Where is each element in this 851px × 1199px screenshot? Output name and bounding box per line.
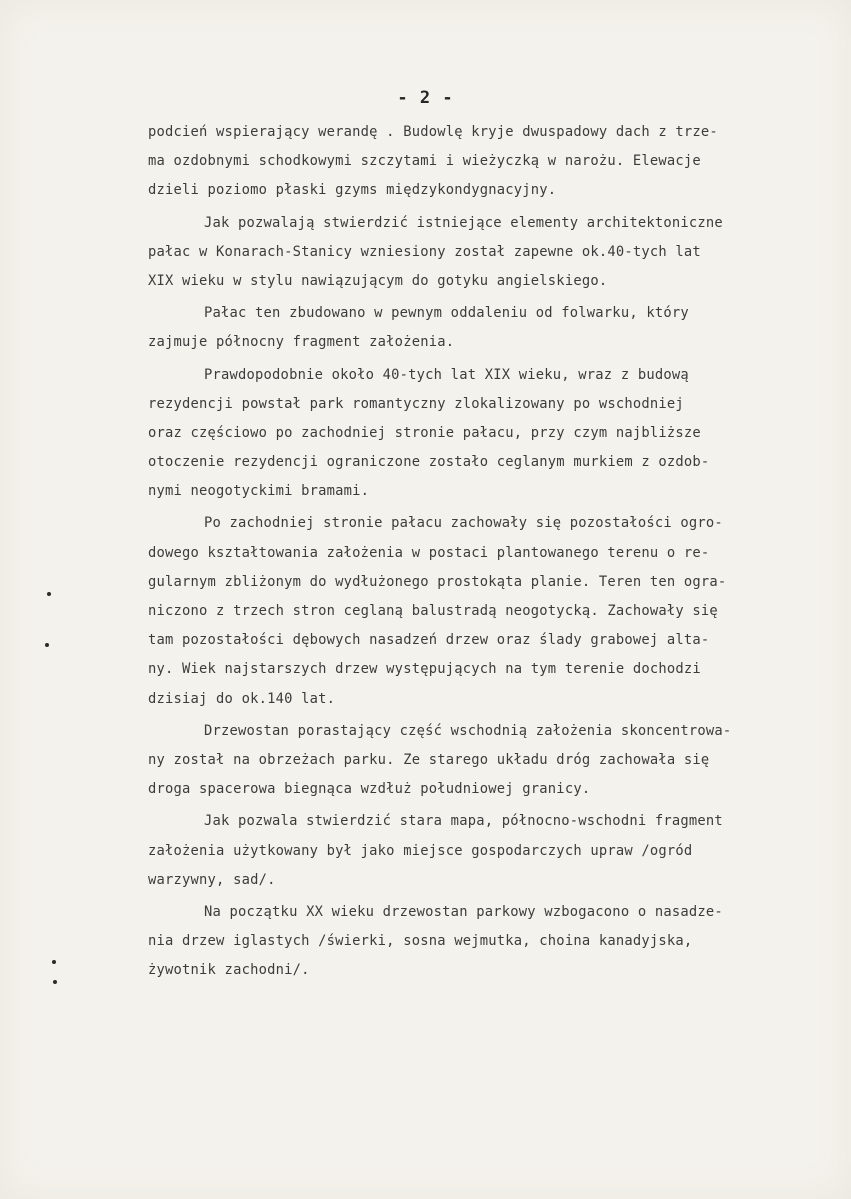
text-line: tam pozostałości dębowych nasadzeń drzew oraz ślady grabowej alta- [148,632,710,649]
text-line: ny został na obrzeżach parku. Ze starego układu dróg zachowała się [148,751,710,768]
text-line: ny. Wiek najstarszych drzew występujących na tym terenie dochodzi [148,661,701,678]
text-line: ma ozdobnymi schodkowymi szczytami i wieżyczką w narożu. Elewacje [148,153,701,170]
paragraph-1 [148,118,828,206]
text-line: nymi neogotyckimi bramami. [148,483,370,500]
punch-mark [45,643,49,647]
paragraph-6 [148,717,828,805]
text-line: nia drzew iglastych /świerki, sosna wejmutka, choina kanadyjska, [148,933,693,950]
paragraph-5 [148,509,828,713]
text-line: niczono z trzech stron ceglaną balustradą neogotycką. Zachowały się [148,603,718,619]
punch-mark [47,592,51,596]
text-line: Po zachodniej stronie pałacu zachowały się pozostałości ogro- [204,515,723,532]
text-line: Drzewostan porastający część wschodnią założenia skoncentrowa- [204,722,732,739]
text-line: pałac w Konarach-Stanicy wzniesiony został zapewne ok.40-tych lat [148,243,701,260]
text-line: otoczenie rezydencji ograniczone zostało ceglanym murkiem z ozdob- [148,454,710,471]
text-line: Jak pozwala stwierdzić stara mapa, północno-wschodni fragment [204,813,723,830]
paragraph-7 [148,807,828,895]
text-line: dowego kształtowania założenia w postaci plantowanego terenu o re- [148,544,710,561]
paragraph-3 [148,299,828,357]
paragraph-4 [148,361,828,507]
text-line: Pałac ten zbudowano w pewnym oddaleniu od folwarku, który [204,305,689,322]
text-line: Jak pozwalają stwierdzić istniejące elementy architektoniczne [204,214,723,231]
text-line: rezydencji powstał park romantyczny zlokalizowany po wschodniej [148,395,684,412]
page-number: - 2 - [397,88,454,108]
punch-mark [52,960,56,964]
text-line: Prawdopodobnie około 40-tych lat XIX wieku, wraz z budową [204,366,689,383]
text-line: dzieli poziomo płaski gzyms międzykondygnacyjny. [148,182,557,199]
text-line: założenia użytkowany był jako miejsce gospodarczych upraw /ogród [148,842,693,859]
paragraph-8 [148,898,828,986]
paragraph-2 [148,209,828,297]
text-line: Na początku XX wieku drzewostan parkowy wzbogacono o nasadze- [204,903,723,920]
text-line: warzywny, sad/. [148,871,276,888]
punch-mark [53,980,57,984]
text-line: zajmuje północny fragment założenia. [148,334,455,351]
text-line: podcień wspierający werandę . Budowlę kryje dwuspadowy dach z trze- [148,124,718,140]
text-line: żywotnik zachodni/. [148,962,310,979]
text-line: oraz częściowo po zachodniej stronie pałacu, przy czym najbliższe [148,424,701,441]
text-line: dzisiaj do ok.140 lat. [148,690,336,707]
document-body [148,118,828,988]
text-line: gularnym zbliżonym do wydłużonego prostokąta planie. Teren ten ogra- [148,573,727,590]
text-line: droga spacerowa biegnąca wzdłuż południowej granicy. [148,781,591,798]
text-line: XIX wieku w stylu nawiązującym do gotyku angielskiego. [148,272,608,289]
